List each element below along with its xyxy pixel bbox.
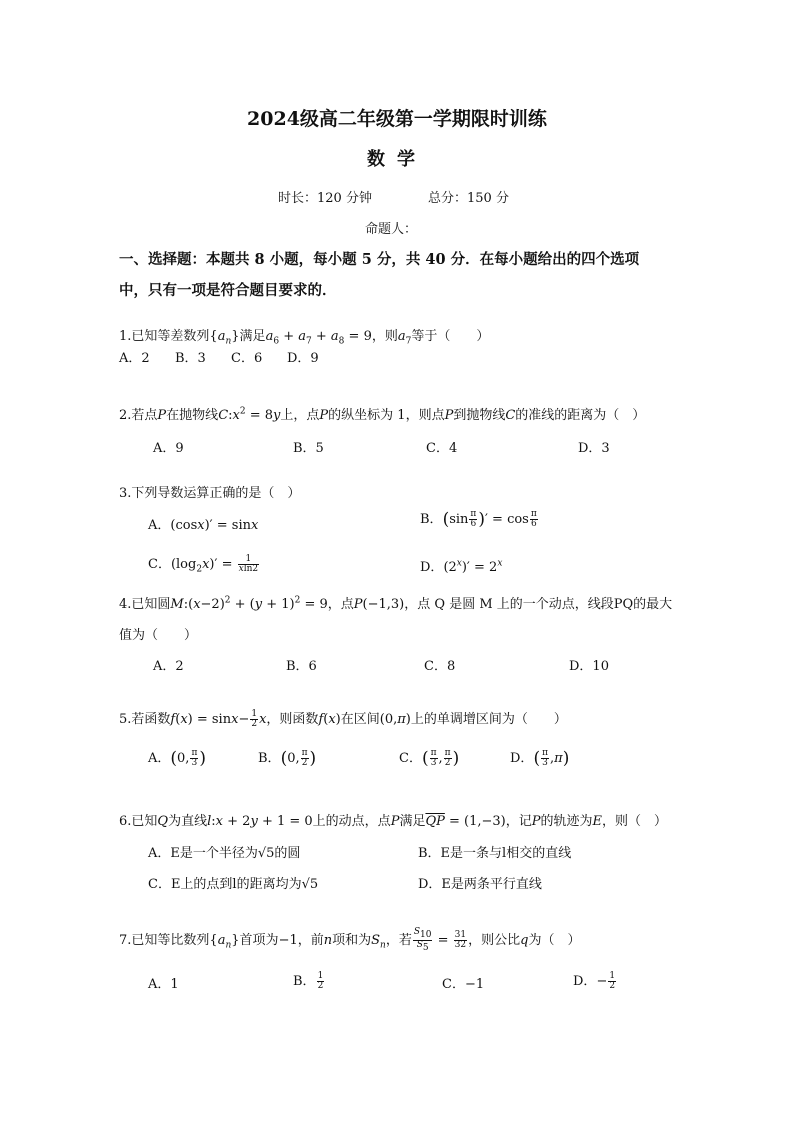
question-6-option-c[interactable]: C．E上的点到l的距离均为√5	[148, 877, 319, 892]
question-1-option-b[interactable]: B．3	[175, 351, 206, 366]
exam-total-score: 总分：150 分	[428, 191, 509, 206]
question-2-option-a[interactable]: A．9	[153, 441, 184, 456]
question-1: 1.已知等差数列$\{a_n\}$满足$a_6 + a_7 + a_8 = 9$，则$a_7$等于（ ）	[119, 329, 490, 347]
subject-title: 数学	[367, 149, 427, 170]
question-6: 6.已知Q为直线l:x + 2y + 1 = 0上的动点，点P满足$\overline{QP} = (1,-3)$，记P的轨迹为E，则（ ）	[119, 814, 668, 829]
question-7-option-a[interactable]: A．1	[148, 977, 179, 992]
question-3-option-c[interactable]: C．$(\log_2x)'$ = $\frac{1}{xln2}$	[148, 554, 259, 575]
page-title: 2024级高二年级第一学期限时训练	[247, 108, 547, 130]
question-2-option-b[interactable]: B．5	[293, 441, 324, 456]
question-7-option-b[interactable]: B． $\frac{1}{2}$	[293, 971, 324, 991]
exam-duration: 时长：120 分钟	[278, 191, 372, 206]
question-1-option-d[interactable]: D．9	[287, 351, 319, 366]
question-2-option-c[interactable]: C．4	[426, 441, 458, 456]
question-3-option-a[interactable]: A．(cosx)′ = sinx	[148, 518, 259, 533]
question-6-option-d[interactable]: D．E是两条平行直线	[418, 877, 542, 892]
question-6-option-b[interactable]: B．E是一条与l相交的直线	[418, 846, 572, 861]
question-5-option-d[interactable]: D．( $\frac{\pi}{3}$ ,π)	[510, 748, 570, 769]
question-7-option-c[interactable]: C．−1	[442, 977, 485, 992]
question-4-option-c[interactable]: C．8	[424, 659, 456, 674]
question-3-option-b[interactable]: B．(sin $\frac{\pi}{6}$ )′ = cos $\frac{\pi}{6}$	[420, 509, 537, 530]
question-5-option-b[interactable]: B．(0, $\frac{\pi}{2}$ )	[258, 748, 317, 769]
question-5-option-c[interactable]: C．( $\frac{\pi}{3}$ , $\frac{\pi}{2}$ )	[399, 748, 460, 769]
question-4-option-d[interactable]: D．10	[569, 659, 609, 674]
question-4-option-a[interactable]: A．2	[153, 659, 184, 674]
question-4-option-b[interactable]: B．6	[286, 659, 317, 674]
question-2-option-d[interactable]: D．3	[578, 441, 610, 456]
exam-author: 命题人：	[365, 222, 418, 237]
section-heading-line2: 中，只有一项是符合题目要求的．	[119, 282, 337, 299]
question-3: 3.下列导数运算正确的是（ ）	[119, 486, 301, 501]
question-2: 2.若点P在抛物线$C:x^2 = 8y$上，点P的纵坐标为 1，则点P到抛物线C的准线的距离为（ ）	[119, 406, 646, 423]
question-1-option-a[interactable]: A．2	[119, 351, 150, 366]
question-5-option-a[interactable]: A．(0, $\frac{\pi}{3}$ )	[148, 748, 206, 769]
question-4: 4.已知圆$M:(x-2)^2 + (y + 1)^2 = 9$，点P(−1,3)，点 Q 是圆 M 上的一个动点，线段PQ的最大	[119, 595, 673, 612]
question-4-continued: 值为（ ）	[119, 628, 198, 643]
question-3-option-d[interactable]: D．$(2^x)' = 2^x$	[420, 558, 503, 575]
question-7: 7.已知等比数列$\{a_n\}$首项为−1，前n项和为$S_n$，若 $\frac{S_{10}}{S_5}$ = $\frac{31}{32}$ ，则公比q为（ ）	[119, 927, 581, 953]
section-heading-line1: 一、选择题：本题共 8 小题，每小题 5 分，共 40 分．在每小题给出的四个选项	[119, 251, 640, 268]
question-5: 5.若函数f(x) = sinx− $\frac{1}{2}$ x，则函数f(x)在区间(0,π)上的单调增区间为（ ）	[119, 709, 567, 729]
question-7-option-d[interactable]: D．− $\frac{1}{2}$	[573, 971, 616, 991]
question-6-option-a[interactable]: A．E是一个半径为√5的圆	[148, 846, 301, 861]
question-1-option-c[interactable]: C．6	[231, 351, 263, 366]
